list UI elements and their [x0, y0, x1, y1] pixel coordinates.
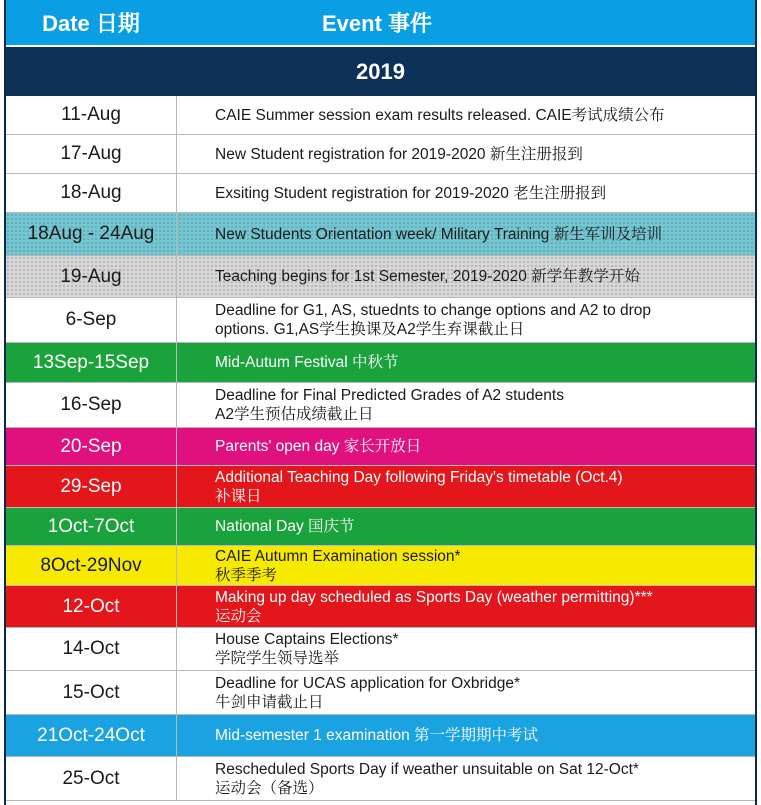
table-row	[6, 213, 755, 256]
table-row	[6, 383, 755, 428]
event-date: 19-Aug	[6, 256, 177, 297]
table-header	[6, 0, 755, 45]
event-line: Parents' open day 家长开放日	[215, 438, 422, 455]
event-date: 6-Sep	[6, 298, 177, 342]
event-date: 20-Sep	[6, 428, 177, 465]
event-date: 18-Aug	[6, 174, 177, 212]
event-line: options. G1,AS学生换课及A2学生弃课截止日	[215, 321, 525, 338]
event-line: Additional Teaching Day following Friday's timetable (Oct.4)	[215, 468, 623, 486]
event-line: National Day 国庆节	[215, 518, 355, 535]
table-row	[6, 256, 755, 298]
event-date: 17-Aug	[6, 135, 177, 173]
event-description	[177, 508, 755, 545]
event-description	[177, 298, 755, 342]
event-rows	[6, 96, 755, 802]
event-line: New Students Orientation week/ Military Training 新生军训及培训	[215, 225, 663, 243]
event-description	[177, 546, 755, 585]
event-line: CAIE Autumn Examination session*	[215, 547, 461, 565]
calendar-table	[4, 0, 757, 805]
date-column-header: Date 日期	[42, 11, 140, 36]
event-date: 18Aug - 24Aug	[6, 213, 177, 255]
event-line: Exsiting Student registration for 2019-2020 老生注册报到	[215, 184, 607, 202]
event-description	[177, 628, 755, 670]
table-row	[6, 174, 755, 213]
event-line: Deadline for UCAS application for Oxbridge*	[215, 674, 520, 692]
event-date: 12-Oct	[6, 586, 177, 627]
table-row	[6, 135, 755, 174]
event-description	[177, 96, 755, 134]
event-line: 运动会（备选）	[215, 780, 324, 797]
event-line: A2学生预估成绩截止日	[215, 406, 374, 423]
table-row	[6, 546, 755, 586]
table-row	[6, 428, 755, 466]
event-date: 16-Sep	[6, 383, 177, 427]
event-description	[177, 428, 755, 465]
event-line: Mid-semester 1 examination 第一学期期中考试	[215, 727, 538, 744]
table-row	[6, 757, 755, 802]
table-row	[6, 715, 755, 757]
event-line: Rescheduled Sports Day if weather unsuitable on Sat 12-Oct*	[215, 761, 639, 778]
event-line: 运动会	[215, 607, 262, 625]
event-date: 1Oct-7Oct	[6, 508, 177, 545]
event-description	[177, 715, 755, 756]
event-description	[177, 466, 755, 507]
event-date: 15-Oct	[6, 671, 177, 714]
event-description	[177, 383, 755, 427]
table-row	[6, 96, 755, 135]
table-row	[6, 671, 755, 715]
table-row	[6, 508, 755, 546]
table-row	[6, 586, 755, 628]
event-line: House Captains Elections*	[215, 631, 399, 648]
year-banner: 2019	[6, 45, 755, 96]
event-line: 学院学生领导选举	[215, 650, 340, 667]
event-description	[177, 256, 755, 297]
table-row	[6, 628, 755, 671]
event-line: 牛剑申请截止日	[215, 693, 324, 711]
event-line: Deadline for G1, AS, stuednts to change options and A2 to drop	[215, 302, 652, 319]
event-date: 11-Aug	[6, 96, 177, 134]
event-line: CAIE Summer session exam results released. CAIE考试成绩公布	[215, 106, 665, 124]
event-date: 29-Sep	[6, 466, 177, 507]
event-column-header: Event 事件	[322, 11, 433, 36]
event-date: 13Sep-15Sep	[6, 343, 177, 382]
table-row	[6, 343, 755, 383]
event-description	[177, 343, 755, 382]
event-line: 补课日	[215, 487, 262, 505]
event-description	[177, 135, 755, 173]
event-line: Making up day scheduled as Sports Day (weather permitting)***	[215, 588, 653, 606]
table-row	[6, 466, 755, 508]
event-date: 21Oct-24Oct	[6, 715, 177, 756]
event-line: Deadline for Final Predicted Grades of A2 students	[215, 387, 564, 404]
event-line: New Student registration for 2019-2020 新生注册报到	[215, 145, 583, 163]
event-description	[177, 757, 755, 801]
event-description	[177, 671, 755, 714]
event-description	[177, 174, 755, 212]
table-bottom-edge	[6, 800, 755, 805]
event-date: 8Oct-29Nov	[6, 546, 177, 585]
event-line: 秋季季考	[215, 566, 278, 584]
event-date: 14-Oct	[6, 628, 177, 670]
event-date: 25-Oct	[6, 757, 177, 801]
table-row	[6, 298, 755, 343]
event-description	[177, 586, 755, 627]
event-line: Teaching begins for 1st Semester, 2019-2020 新学年教学开始	[215, 268, 640, 285]
event-line: Mid-Autum Festival 中秋节	[215, 354, 399, 371]
event-description	[177, 213, 755, 255]
